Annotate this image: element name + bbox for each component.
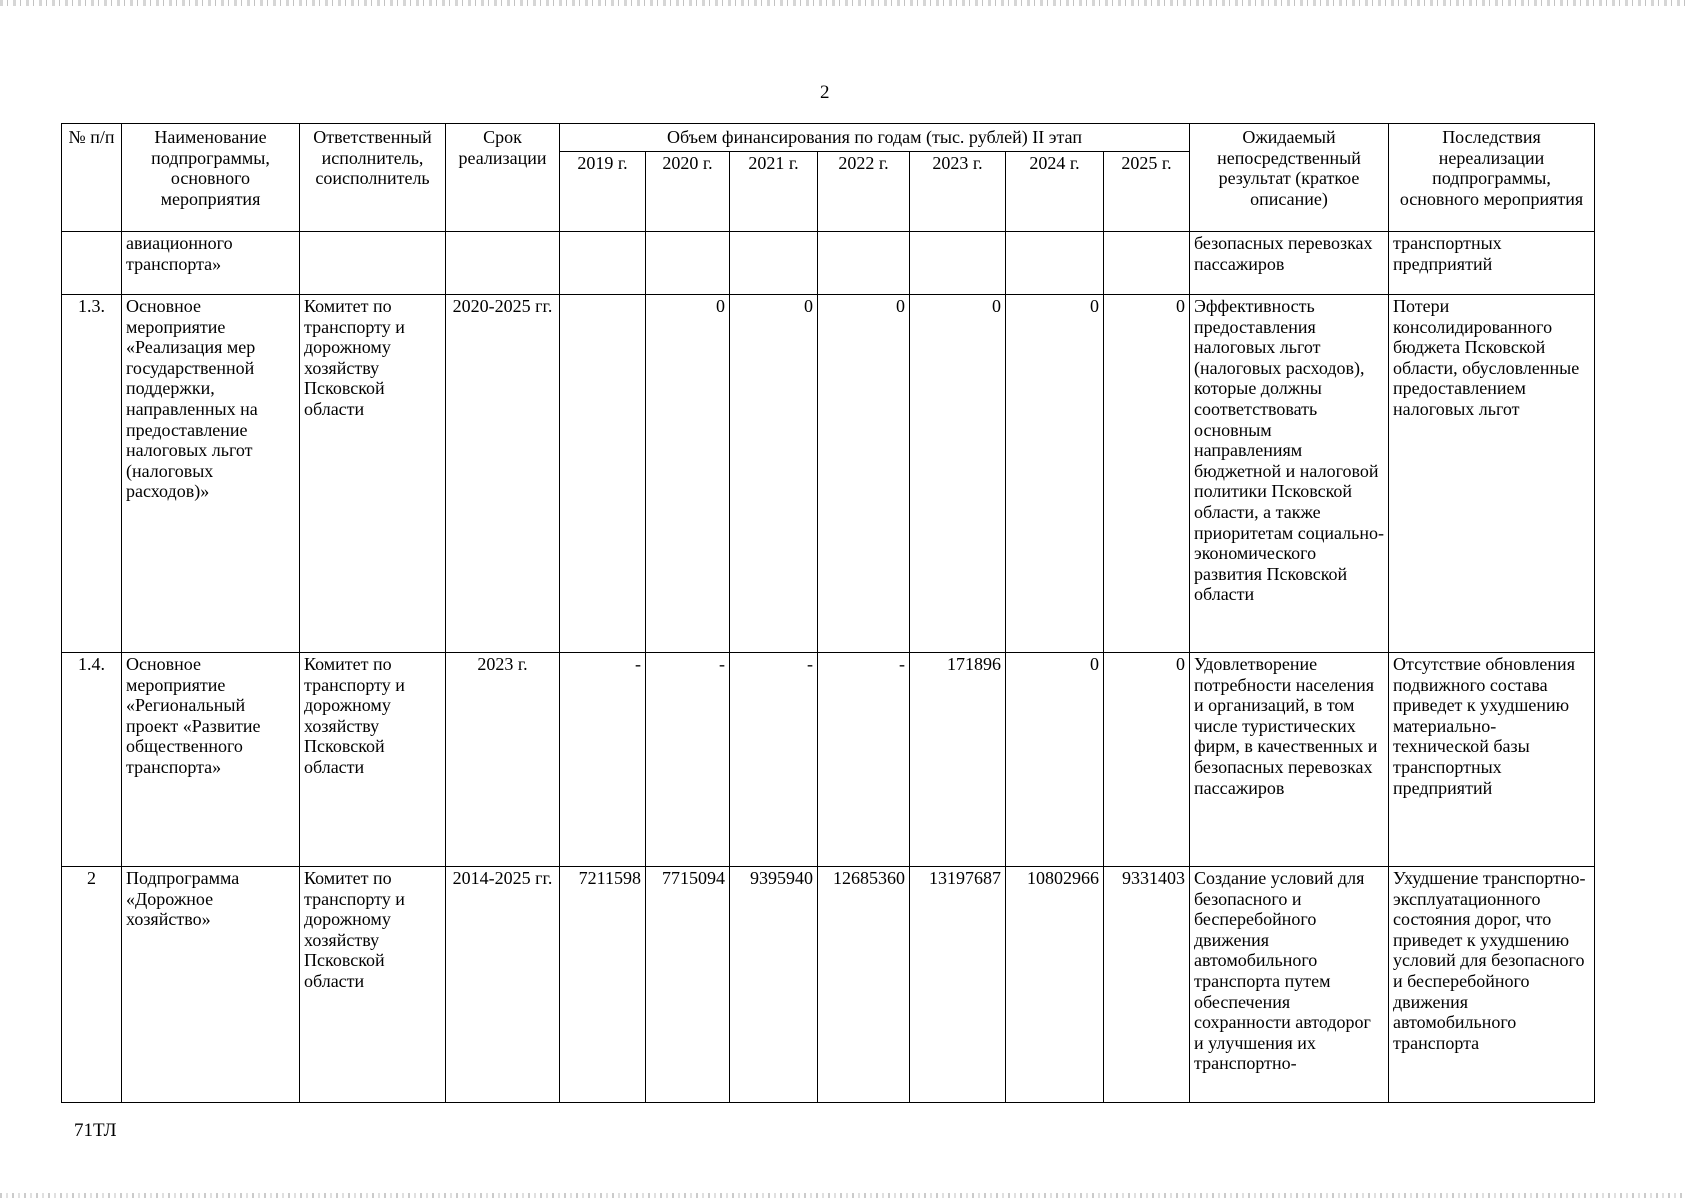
row-result: Создание условий для безопасного и бесперебойного движения автомобильного транспорта путем обеспечения сохранности автодорог и улучшения их транспортно- <box>1190 867 1389 1103</box>
table-row <box>62 232 1595 295</box>
row-num: 1.3. <box>62 295 122 653</box>
row-name: Подпрограмма «Дорожное хозяйство» <box>122 867 300 1103</box>
row-term: 2020-2025 гг. <box>446 295 560 653</box>
row-consequences: Отсутствие обновления подвижного состава приведет к ухудшению материально-технической базы транспортных предприятий <box>1389 653 1595 867</box>
row-value <box>730 232 818 295</box>
page-number: 2 <box>820 82 830 103</box>
header-name: Наименование подпрограммы, основного мероприятия <box>122 124 300 232</box>
row-value: 7715094 <box>646 867 730 1103</box>
row-num <box>62 232 122 295</box>
header-year: 2022 г. <box>818 152 910 232</box>
header-year: 2025 г. <box>1104 152 1190 232</box>
row-value: 7211598 <box>560 867 646 1103</box>
row-executor: Комитет по транспорту и дорожному хозяйству Псковской области <box>300 295 446 653</box>
row-value: 0 <box>730 295 818 653</box>
row-value <box>1104 232 1190 295</box>
row-value: - <box>560 653 646 867</box>
row-value: 9331403 <box>1104 867 1190 1103</box>
header-year: 2023 г. <box>910 152 1006 232</box>
row-name: Основное мероприятие «Региональный проект «Развитие общественного транспорта» <box>122 653 300 867</box>
header-year: 2020 г. <box>646 152 730 232</box>
row-executor <box>300 232 446 295</box>
header-term: Срок реализации <box>446 124 560 232</box>
row-value <box>1006 232 1104 295</box>
row-value <box>818 232 910 295</box>
row-num: 2 <box>62 867 122 1103</box>
row-consequences: Ухудшение транспортно-эксплуатационного состояния дорог, что приведет к ухудшению условий для безопасного и бесперебойного движения автомобильного транспорта <box>1389 867 1595 1103</box>
row-value: 9395940 <box>730 867 818 1103</box>
row-value: 171896 <box>910 653 1006 867</box>
footer-code: 71ТЛ <box>74 1120 117 1141</box>
row-value: 0 <box>1104 295 1190 653</box>
row-result: Эффективность предоставления налоговых льгот (налоговых расходов), которые должны соответствовать основным направлениям бюджетной и налоговой политики Псковской области, а также приоритетам социально-экономического развития Псковской области <box>1190 295 1389 653</box>
table-row <box>62 653 1595 867</box>
header-year: 2019 г. <box>560 152 646 232</box>
header-num: № п/п <box>62 124 122 232</box>
table-row <box>62 295 1595 653</box>
row-value <box>910 232 1006 295</box>
row-executor: Комитет по транспорту и дорожному хозяйству Псковской области <box>300 867 446 1103</box>
row-value: 13197687 <box>910 867 1006 1103</box>
row-consequences: транспортных предприятий <box>1389 232 1595 295</box>
header-result: Ожидаемый непосредственный результат (краткое описание) <box>1190 124 1389 232</box>
row-value: 0 <box>1104 653 1190 867</box>
header-year: 2024 г. <box>1006 152 1104 232</box>
row-value: 0 <box>910 295 1006 653</box>
program-table <box>61 123 1595 1103</box>
row-name: авиационного транспорта» <box>122 232 300 295</box>
row-value: 10802966 <box>1006 867 1104 1103</box>
row-term: 2014-2025 гг. <box>446 867 560 1103</box>
row-value <box>560 295 646 653</box>
header-funding: Объем финансирования по годам (тыс. рублей) II этап <box>560 124 1190 152</box>
row-term: 2023 г. <box>446 653 560 867</box>
row-value: - <box>730 653 818 867</box>
row-consequences: Потери консолидированного бюджета Псковской области, обусловленные предоставлением налоговых льгот <box>1389 295 1595 653</box>
row-value: 0 <box>1006 295 1104 653</box>
header-consequences: Последствия нереализации подпрограммы, основного мероприятия <box>1389 124 1595 232</box>
row-term <box>446 232 560 295</box>
row-value: - <box>646 653 730 867</box>
table-row <box>62 867 1595 1103</box>
row-name: Основное мероприятие «Реализация мер государственной поддержки, направленных на предоставление налоговых льгот (налоговых расходов)» <box>122 295 300 653</box>
row-num: 1.4. <box>62 653 122 867</box>
scan-edge-bottom <box>0 1193 1686 1198</box>
row-value: 12685360 <box>818 867 910 1103</box>
row-executor: Комитет по транспорту и дорожному хозяйству Псковской области <box>300 653 446 867</box>
row-value: 0 <box>1006 653 1104 867</box>
row-value: - <box>818 653 910 867</box>
header-year: 2021 г. <box>730 152 818 232</box>
row-value <box>560 232 646 295</box>
header-executor: Ответственный исполнитель, соисполнитель <box>300 124 446 232</box>
scan-edge-top <box>0 0 1686 6</box>
row-result: безопасных перевозках пассажиров <box>1190 232 1389 295</box>
row-result: Удовлетворение потребности населения и организаций, в том числе туристических фирм, в качественных и безопасных перевозках пассажиров <box>1190 653 1389 867</box>
row-value: 0 <box>818 295 910 653</box>
row-value: 0 <box>646 295 730 653</box>
row-value <box>646 232 730 295</box>
